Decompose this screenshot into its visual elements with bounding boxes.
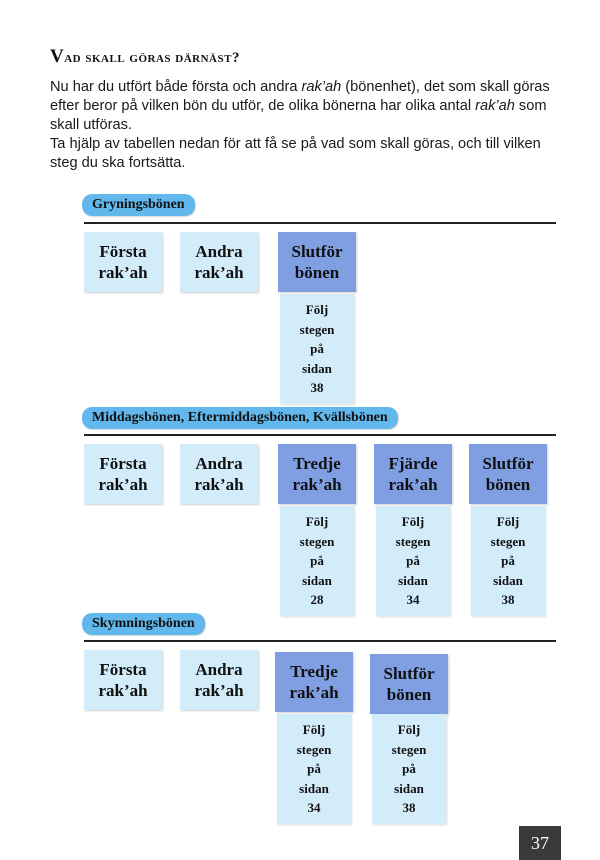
section-divider <box>84 434 556 436</box>
follow-line: stegen <box>391 741 427 757</box>
follow-line: stegen <box>296 741 332 757</box>
follow-page-number: 34 <box>307 800 321 815</box>
step-line: Fjärde <box>388 454 438 473</box>
step-box-final <box>370 654 448 714</box>
step-box <box>180 650 258 710</box>
follow-page-number: 34 <box>406 592 420 607</box>
follow-line: på <box>501 553 515 568</box>
intro-term-rakah: rak’ah <box>475 98 515 114</box>
follow-line: Följ <box>496 514 520 529</box>
intro-text-part: Nu har du utfört både första och andra <box>50 79 302 95</box>
intro-paragraph-2: Ta hjälp av tabellen nedan för att få se på vad som skall göras, och till vilken steg du ska fortsätta. <box>50 136 541 171</box>
follow-line: på <box>307 761 321 776</box>
follow-line: stegen <box>299 533 335 549</box>
follow-line: sidan <box>493 572 523 588</box>
step-box <box>84 232 162 292</box>
follow-line: sidan <box>394 780 424 796</box>
step-line: Tredje <box>293 454 341 473</box>
follow-line: sidan <box>302 572 332 588</box>
follow-line: stegen <box>490 533 526 549</box>
intro-text <box>50 78 570 173</box>
step-line: Tredje <box>290 662 338 681</box>
section-label-gryningsbonen: Gryningsbönen <box>82 194 195 216</box>
step-box <box>374 444 452 504</box>
follow-steps-note <box>277 714 351 824</box>
step-box <box>180 444 258 504</box>
step-line: rak’ah <box>292 475 342 494</box>
follow-line: sidan <box>299 780 329 796</box>
step-line: Första <box>99 454 147 473</box>
follow-line: på <box>310 341 324 356</box>
step-line: rak’ah <box>98 475 148 494</box>
heading-initial: V <box>50 46 65 67</box>
follow-page-number: 38 <box>402 800 416 815</box>
step-box <box>275 652 353 712</box>
intro-text-part: (bönenhet), det som skall göras efter beror på vilken bön du utför, de olika bönerna har olika antal <box>50 79 550 114</box>
step-line: Andra <box>195 660 243 679</box>
step-box <box>180 232 258 292</box>
step-line: bönen <box>294 263 340 282</box>
section-label-middagsbonen: Middagsbönen, Eftermiddagsbönen, Kvällsbönen <box>82 407 398 429</box>
step-line: bönen <box>386 685 432 704</box>
step-line: rak’ah <box>388 475 438 494</box>
step-line: rak’ah <box>194 475 244 494</box>
step-line: Slutför <box>482 454 534 473</box>
section-label-skymningsbonen: Skymningsbönen <box>82 613 205 635</box>
follow-line: på <box>310 553 324 568</box>
follow-line: Följ <box>302 722 326 737</box>
intro-term-rakah: rak’ah <box>301 79 342 95</box>
follow-line: sidan <box>398 572 428 588</box>
intro-paragraph-1 <box>50 78 570 135</box>
step-line: Slutför <box>383 664 435 683</box>
page-heading <box>50 46 240 68</box>
step-box <box>278 444 356 504</box>
follow-steps-note <box>372 714 446 824</box>
intro-text-part: som skall utföras. <box>50 98 547 133</box>
follow-line: på <box>402 761 416 776</box>
step-line: rak’ah <box>289 683 339 702</box>
follow-line: Följ <box>305 514 329 529</box>
section-divider <box>84 222 556 224</box>
step-line: Andra <box>195 454 243 473</box>
follow-steps-note <box>376 506 450 616</box>
step-line: Andra <box>195 242 243 261</box>
step-box <box>84 444 162 504</box>
step-box <box>84 650 162 710</box>
follow-page-number: 28 <box>310 592 324 607</box>
page-number: 37 <box>519 826 561 860</box>
step-line: rak’ah <box>194 263 244 282</box>
follow-page-number: 38 <box>501 592 515 607</box>
follow-steps-note <box>280 294 354 404</box>
step-line: rak’ah <box>98 263 148 282</box>
step-line: bönen <box>485 475 531 494</box>
heading-rest: ad skall göras därnäst? <box>64 50 240 66</box>
step-box-final <box>278 232 356 292</box>
follow-steps-note <box>280 506 354 616</box>
follow-steps-note <box>471 506 545 616</box>
follow-line: Följ <box>401 514 425 529</box>
step-line: Slutför <box>291 242 343 261</box>
step-line: rak’ah <box>194 681 244 700</box>
follow-page-number: 38 <box>310 380 324 395</box>
step-line: Första <box>99 660 147 679</box>
section-divider <box>84 640 556 642</box>
follow-line: sidan <box>302 360 332 376</box>
follow-line: på <box>406 553 420 568</box>
follow-line: Följ <box>397 722 421 737</box>
step-line: rak’ah <box>98 681 148 700</box>
follow-line: stegen <box>299 321 335 337</box>
step-line: Första <box>99 242 147 261</box>
step-box-final <box>469 444 547 504</box>
follow-line: stegen <box>395 533 431 549</box>
follow-line: Följ <box>305 302 329 317</box>
